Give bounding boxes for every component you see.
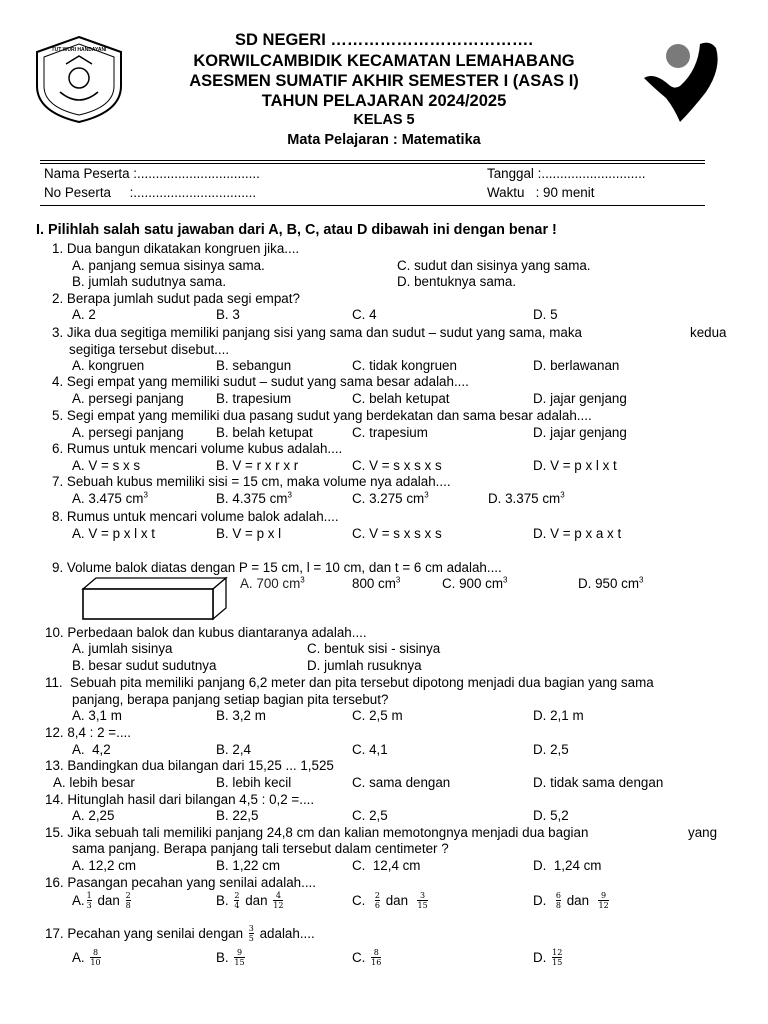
q8-option-c: C. V = s x s x s bbox=[352, 526, 442, 541]
q16-option-b: B. $\frac{2}{4}$ dan $\frac{4}{12}$ bbox=[216, 891, 284, 910]
q1-option-c: C. sudut dan sisinya yang sama. bbox=[397, 258, 591, 273]
divider-top bbox=[40, 160, 705, 161]
q1-option-d: D. bentuknya sama. bbox=[397, 274, 517, 289]
q15-text-2: sama panjang. Berapa panjang tali tersebut dalam centimeter ? bbox=[72, 841, 449, 856]
q11-option-c: C. 2,5 m bbox=[352, 708, 403, 723]
q3-text-2: segitiga tersebut disebut.... bbox=[69, 342, 230, 357]
q7-option-b: B. 4.375 $cm^3$ bbox=[216, 490, 292, 506]
q17-option-b: B. $\frac{9}{15}$ bbox=[216, 948, 245, 967]
q11-text: 11. Sebuah pita memiliki panjang 6,2 meter dan pita tersebut dipotong menjadi dua bagian yang sama bbox=[45, 675, 654, 690]
q4-option-a: A. persegi panjang bbox=[72, 391, 184, 406]
q17-option-a: A. $\frac{8}{10}$ bbox=[72, 948, 101, 967]
header-asesmen: ASESMEN SUMATIF AKHIR SEMESTER I (ASAS I) bbox=[189, 72, 579, 90]
q4-option-c: C. belah ketupat bbox=[352, 391, 450, 406]
q7-option-d: D. 3.375 $cm^3$ bbox=[488, 490, 565, 506]
q9-option-c: C. 900 $cm^3$ bbox=[442, 575, 508, 591]
q12-text: 12. 8,4 : 2 =.... bbox=[45, 725, 131, 740]
q9-text: 9. Volume balok diatas dengan P = 15 cm, l = 10 cm, dan t = 6 cm adalah.... bbox=[52, 560, 502, 575]
q1-option-b: B. jumlah sudutnya sama. bbox=[72, 274, 227, 289]
q17-option-c: C. $\frac{8}{16}$ bbox=[352, 948, 382, 967]
q10-option-d: D. jumlah rusuknya bbox=[307, 658, 422, 673]
q11-text-2: panjang, berapa panjang setiap bagian pita tersebut? bbox=[72, 692, 389, 707]
q16-text: 16. Pasangan pecahan yang senilai adalah.... bbox=[45, 875, 316, 890]
q15-text: 15. Jika sebuah tali memiliki panjang 24,8 cm dan kalian memotongnya menjadi dua bagian bbox=[45, 825, 589, 840]
q14-text: 14. Hitunglah hasil dari bilangan 4,5 : 0,2 =.... bbox=[45, 792, 315, 807]
q11-option-b: B. 3,2 m bbox=[216, 708, 266, 723]
q7-text: 7. Sebuah kubus memiliki sisi = 15 cm, maka volume nya adalah.... bbox=[52, 474, 451, 489]
q10-option-a: A. jumlah sisinya bbox=[72, 641, 173, 656]
q12-option-c: C. 4,1 bbox=[352, 742, 388, 757]
q13-text: 13. Bandingkan dua bilangan dari 15,25 ... 1,525 bbox=[45, 758, 334, 773]
q1-option-a: A. panjang semua sisinya sama. bbox=[72, 258, 265, 273]
q9-option-b: 800 $cm^3$ bbox=[352, 575, 401, 591]
q15-text-end: yang bbox=[688, 825, 718, 840]
q14-option-d: D. 5,2 bbox=[533, 808, 569, 823]
q5-option-b: B. belah ketupat bbox=[216, 425, 313, 440]
q15-option-b: B. 1,22 cm bbox=[216, 858, 281, 873]
q13-option-c: C. sama dengan bbox=[352, 775, 451, 790]
q14-option-c: C. 2,5 bbox=[352, 808, 388, 823]
q2-option-c: C. 4 bbox=[352, 307, 377, 322]
q15-option-c: C. 12,4 cm bbox=[352, 858, 421, 873]
q12-option-d: D. 2,5 bbox=[533, 742, 569, 757]
header-kelas: KELAS 5 bbox=[353, 112, 415, 128]
q7-option-a: A. 3.475 $cm^3$ bbox=[72, 490, 148, 506]
q10-text: 10. Perbedaan balok dan kubus diantaranya adalah.... bbox=[45, 625, 367, 640]
tanggal: Tanggal :............................ bbox=[487, 166, 646, 181]
q11-option-d: D. 2,1 m bbox=[533, 708, 584, 723]
q6-text: 6. Rumus untuk mencari volume kubus adalah.... bbox=[52, 441, 343, 456]
header-school: SD NEGERI ………………………………. bbox=[235, 31, 533, 49]
q4-option-b: B. trapesium bbox=[216, 391, 292, 406]
q15-option-d: D. 1,24 cm bbox=[533, 858, 602, 873]
q2-text: 2. Berapa jumlah sudut pada segi empat? bbox=[52, 291, 300, 306]
q10-option-b: B. besar sudut sudutnya bbox=[72, 658, 217, 673]
divider-bottom bbox=[40, 205, 705, 206]
q2-option-a: A. 2 bbox=[72, 307, 96, 322]
q16-option-a: A. $\frac{1}{3}$ dan $\frac{2}{8}$ bbox=[72, 891, 131, 910]
q8-option-b: B. V = p x l bbox=[216, 526, 282, 541]
q13-option-b: B. lebih kecil bbox=[216, 775, 292, 790]
q5-text: 5. Segi empat yang memiliki dua pasang sudut yang berdekatan dan sama besar adalah.... bbox=[52, 408, 592, 423]
no-peserta: No Peserta :................................. bbox=[44, 185, 257, 200]
q14-option-a: A. 2,25 bbox=[72, 808, 115, 823]
q7-option-c: C. 3.275 $cm^3$ bbox=[352, 490, 429, 506]
q2-option-d: D. 5 bbox=[533, 307, 558, 322]
q11-option-a: A. 3,1 m bbox=[72, 708, 122, 723]
q6-option-d: D. V = p x l x t bbox=[533, 458, 617, 473]
q4-option-d: D. jajar genjang bbox=[533, 391, 627, 406]
q4-text: 4. Segi empat yang memiliki sudut – sudut yang sama besar adalah.... bbox=[52, 374, 469, 389]
q12-option-a: A. 4,2 bbox=[72, 742, 111, 757]
q2-option-b: B. 3 bbox=[216, 307, 240, 322]
q3-option-c: C. tidak kongruen bbox=[352, 358, 457, 373]
q9-option-a: A. 700 $cm^3$ bbox=[240, 575, 305, 591]
q15-option-a: A. 12,2 cm bbox=[72, 858, 137, 873]
waktu: Waktu : 90 menit bbox=[487, 185, 595, 200]
logo-text: TUT WURI HANDAYANI bbox=[51, 47, 107, 53]
q3-option-a: A. kongruen bbox=[72, 358, 145, 373]
q5-option-c: C. trapesium bbox=[352, 425, 428, 440]
q9-option-d: D. 950 $cm^3$ bbox=[578, 575, 644, 591]
q5-option-d: D. jajar genjang bbox=[533, 425, 627, 440]
header-mapel: Mata Pelajaran : Matematika bbox=[287, 132, 481, 148]
q13-option-a: A. lebih besar bbox=[53, 775, 135, 790]
q17-option-d: D. $\frac{12}{15}$ bbox=[533, 948, 563, 967]
nama-peserta: Nama Peserta :................................. bbox=[44, 166, 260, 181]
q6-option-b: B. V = r x r x r bbox=[216, 458, 299, 473]
instruction: I. Pilihlah salah satu jawaban dari A, B, C, atau D dibawah ini dengan benar ! bbox=[36, 222, 557, 238]
q16-option-c: C. $\frac{2}{6}$ dan $\frac{3}{15}$ bbox=[352, 891, 428, 910]
q3-option-d: D. berlawanan bbox=[533, 358, 620, 373]
q6-option-a: A. V = s x s bbox=[72, 458, 141, 473]
q17-text: 17. Pecahan yang senilai dengan $\frac{3}{5}$ adalah.... bbox=[45, 924, 315, 943]
q10-option-c: C. bentuk sisi - sisinya bbox=[307, 641, 441, 656]
q14-option-b: B. 22,5 bbox=[216, 808, 259, 823]
cuboid-figure bbox=[80, 575, 230, 623]
q5-option-a: A. persegi panjang bbox=[72, 425, 184, 440]
q3-text: 3. Jika dua segitiga memiliki panjang sisi yang sama dan sudut – sudut yang sama, maka bbox=[52, 325, 582, 340]
q6-option-c: C. V = s x s x s bbox=[352, 458, 442, 473]
q3-option-b: B. sebangun bbox=[216, 358, 292, 373]
header-korwil: KORWILCAMBIDIK KECAMATAN LEMAHABANG bbox=[193, 52, 575, 70]
q8-option-d: D. V = p x a x t bbox=[533, 526, 622, 541]
q16-option-d: D. $\frac{6}{8}$ dan $\frac{9}{12}$ bbox=[533, 891, 609, 910]
q8-text: 8. Rumus untuk mencari volume balok adalah.... bbox=[52, 509, 339, 524]
q13-option-d: D. tidak sama dengan bbox=[533, 775, 664, 790]
q1-text: 1. Dua bangun dikatakan kongruen jika.... bbox=[52, 241, 300, 256]
q8-option-a: A. V = p x l x t bbox=[72, 526, 155, 541]
divider-top-2 bbox=[40, 163, 705, 164]
header-tahun: TAHUN PELAJARAN 2024/2025 bbox=[261, 92, 507, 110]
q12-option-b: B. 2,4 bbox=[216, 742, 251, 757]
q3-text-end: kedua bbox=[690, 325, 727, 340]
